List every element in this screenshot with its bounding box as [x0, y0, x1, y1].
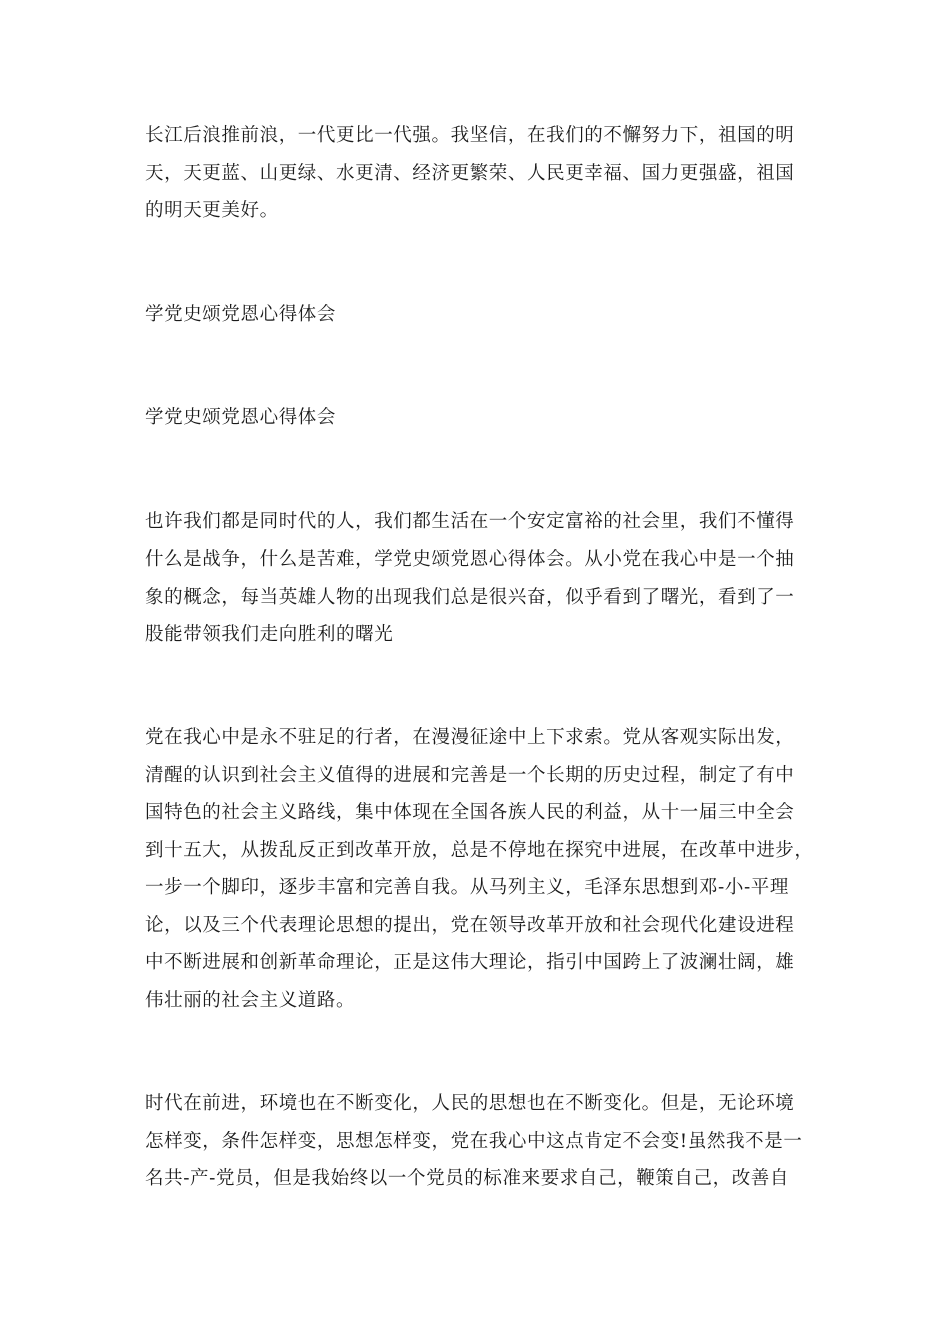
paragraph-3-line-5: 一步一个脚印，逐步丰富和完善自我。从马列主义，毛泽东思想到邓-小-平理: [145, 877, 790, 898]
paragraph-3-line-4: 到十五大，从拨乱反正到改革开放，总是不停地在探究中进展，在改革中进步，: [145, 840, 814, 861]
paragraph-2-line-3: 象的概念，每当英雄人物的出现我们总是很兴奋，似乎看到了曙光，看到了一: [145, 587, 795, 608]
paragraph-3-line-7: 中不断进展和创新革命理论，正是这伟大理论，指引中国跨上了波澜壮阔，雄: [145, 952, 795, 973]
paragraph-1-line-3: 的明天更美好。: [145, 200, 279, 221]
paragraph-4-line-3: 名共-产-党员，但是我始终以一个党员的标准来要求自己，鞭策自己，改善自: [145, 1168, 790, 1189]
paragraph-3-line-1: 党在我心中是永不驻足的行者，在漫漫征途中上下求索。党从客观实际出发，: [145, 727, 795, 748]
paragraph-1-line-1: 长江后浪推前浪，一代更比一代强。我坚信，在我们的不懈努力下，祖国的明: [145, 125, 795, 146]
paragraph-3-line-2: 清醒的认识到社会主义值得的进展和完善是一个长期的历史过程，制定了有中: [145, 765, 795, 786]
paragraph-2-line-1: 也许我们都是同时代的人，我们都生活在一个安定富裕的社会里，我们不懂得: [145, 511, 795, 532]
paragraph-4-line-2: 怎样变，条件怎样变，思想怎样变，党在我心中这点肯定不会变!虽然我不是一: [145, 1131, 803, 1152]
paragraph-2-line-4: 股能带领我们走向胜利的曙光: [145, 624, 394, 645]
paragraph-2-line-2: 什么是战争，什么是苦难，学党史颂党恩心得体会。从小党在我心中是一个抽: [145, 549, 795, 570]
paragraph-1-line-2: 天，天更蓝、山更绿、水更清、经济更繁荣、人民更幸福、国力更强盛，祖国: [145, 163, 795, 184]
paragraph-3-line-8: 伟壮丽的社会主义道路。: [145, 990, 356, 1011]
paragraph-4-line-1: 时代在前进，环境也在不断变化，人民的思想也在不断变化。但是，无论环境: [145, 1093, 795, 1114]
paragraph-3-line-3: 国特色的社会主义路线，集中体现在全国各族人民的利益，从十一届三中全会: [145, 802, 795, 823]
section-heading-2: 学党史颂党恩心得体会: [145, 407, 337, 428]
paragraph-3-line-6: 论，以及三个代表理论思想的提出，党在领导改革开放和社会现代化建设进程: [145, 915, 795, 936]
section-heading-1: 学党史颂党恩心得体会: [145, 304, 337, 325]
